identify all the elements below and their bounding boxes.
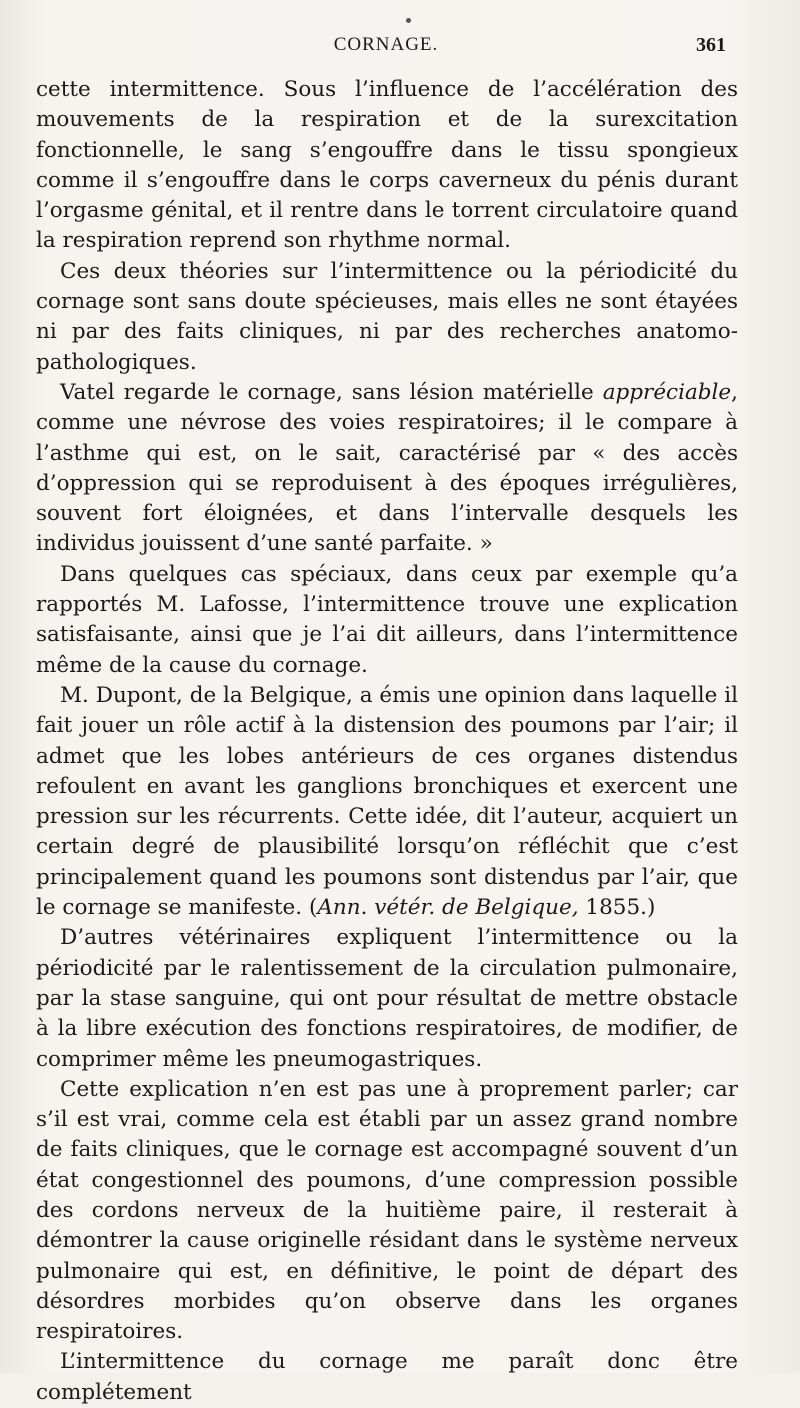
paragraph-3 xyxy=(36,378,738,560)
paragraph-3-text-a: Vatel regarde le cornage, sans lésion matérielle xyxy=(60,379,603,405)
paragraph-8-text: L’intermittence du cornage me paraît donc être complétement xyxy=(36,1349,738,1405)
paragraph-5-text-b: 1855.) xyxy=(578,895,656,921)
ornament-dot xyxy=(406,18,411,23)
paragraph-5-citation: Ann. vétér. de Belgique, xyxy=(317,895,579,921)
paragraph-3-text-b: , comme une névrose des voies respiratoires; il le compare à l’asthme qui est, on le sait, caractérisé par « des accès d’oppression qui se reproduisent à des époques irrégulières, souvent fort éloignées, et dans l’intervalle desquels les individus jouissent d’une santé parfaite. » xyxy=(36,379,738,557)
body-text xyxy=(36,75,738,1408)
paragraph-2-text: Ces deux théories sur l’intermittence ou la périodicité du cornage sont sans doute spécieuses, mais elles ne sont étayées ni par des faits cliniques, ni par des recherches anatomo-pathologiques. xyxy=(36,258,738,375)
paragraph-4 xyxy=(36,560,738,681)
paragraph-1 xyxy=(36,75,738,257)
paragraph-7 xyxy=(36,1075,738,1348)
paragraph-5-text-a: M. Dupont, de la Belgique, a émis une opinion dans laquelle il fait jouer un rôle actif à la distension des poumons par l’air; il admet que les lobes antérieurs de ces organes distendus refoulent en avant les ganglions bronchiques et exercent une pression sur les récurrents. Cette idée, dit l’auteur, acquiert un certain degré de plausibilité lorsqu’on réfléchit que c’est principalement quand les poumons sont distendus par l’air, que le cornage se manifeste. ( xyxy=(36,682,738,921)
paragraph-6 xyxy=(36,923,738,1074)
paragraph-6-text: D’autres vétérinaires expliquent l’intermittence ou la périodicité par le ralentissement de la circulation pulmonaire, par la stase sanguine, qui ont pour résultat de mettre obstacle à la libre exécution des fonctions respiratoires, de modifier, de comprimer même les pneumogastriques. xyxy=(36,925,738,1072)
paragraph-7-text: Cette explication n’en est pas une à proprement parler; car s’il est vrai, comme cela est établi par un assez grand nombre de faits cliniques, que le cornage est accompagné souvent d’un état congestionnel des poumons, d’une compression possible des cordons nerveux de la huitième paire, il resterait à démontrer la cause originelle résidant dans le système nerveux pulmonaire qui est, en définitive, le point de départ des désordres morbides qu’on observe dans les organes respiratoires. xyxy=(36,1076,738,1345)
paragraph-8 xyxy=(36,1347,738,1408)
page-header xyxy=(36,30,736,60)
paragraph-3-italic: appréciable xyxy=(602,379,732,405)
page-number: 361 xyxy=(696,34,726,56)
running-title: CORNAGE. xyxy=(333,34,439,55)
paragraph-5 xyxy=(36,681,738,923)
paragraph-1-text: cette intermittence. Sous l’influence de l’accélération des mouvements de la respiration et de la surexcitation fonctionnelle, le sang s’engouffre dans le tissu spongieux comme il s’engouffre dans le corps caverneux du pénis durant l’orgasme génital, et il rentre dans le torrent circulatoire quand la respiration reprend son rhythme normal. xyxy=(36,77,738,254)
paragraph-2 xyxy=(36,257,738,378)
paragraph-4-text: Dans quelques cas spéciaux, dans ceux par exemple qu’a rapportés M. Lafosse, l’intermittence trouve une explication satisfaisante, ainsi que je l’ai dit ailleurs, dans l’intermittence même de la cause du cornage. xyxy=(36,561,738,678)
